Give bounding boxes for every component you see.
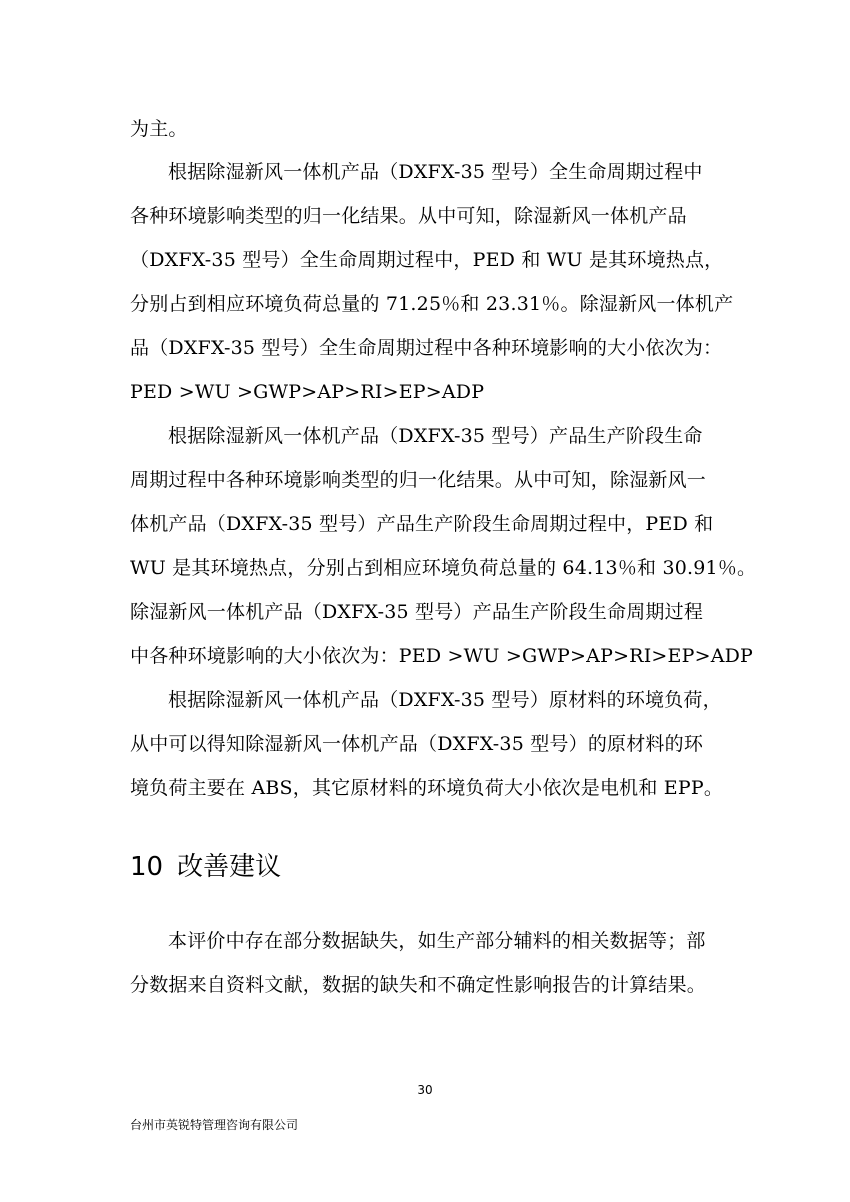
text-line: 中各种环境影响的大小依次为：PED >WU >GWP>AP>RI>EP>ADP <box>130 645 754 667</box>
text-line: 根据除湿新风一体机产品（DXFX-35 型号）产品生产阶段生命 <box>168 425 703 447</box>
text-line: 根据除湿新风一体机产品（DXFX-35 型号）全生命周期过程中 <box>168 161 703 183</box>
text-line: 从中可以得知除湿新风一体机产品（DXFX-35 型号）的原材料的环 <box>130 733 704 755</box>
text-line: 周期过程中各种环境影响类型的归一化结果。从中可知，除湿新风一 <box>130 469 707 491</box>
text-line: 本评价中存在部分数据缺失，如生产部分辅料的相关数据等；部 <box>168 930 706 952</box>
text-line: （DXFX-35 型号）全生命周期过程中，PED 和 WU 是其环境热点， <box>130 249 724 271</box>
text-line: 品（DXFX-35 型号）全生命周期过程中各种环境影响的大小依次为： <box>130 337 723 359</box>
text-line: 体机产品（DXFX-35 型号）产品生产阶段生命周期过程中，PED 和 <box>130 513 714 535</box>
text-line: 境负荷主要在 ABS，其它原材料的环境负荷大小依次是电机和 EPP。 <box>130 777 724 799</box>
section-title: 改善建议 <box>177 852 282 882</box>
text-line: 分数据来自资料文献，数据的缺失和不确定性影响报告的计算结果。 <box>130 974 707 996</box>
text-line: 各种环境影响类型的归一化结果。从中可知，除湿新风一体机产品 <box>130 205 687 227</box>
text-line: PED >WU >GWP>AP>RI>EP>ADP <box>130 381 485 403</box>
text-line: WU 是其环境热点，分别占到相应环境负荷总量的 64.13％和 30.91％。 <box>130 557 757 579</box>
text-line: 为主。 <box>130 118 188 140</box>
text-line: 除湿新风一体机产品（DXFX-35 型号）产品生产阶段生命周期过程 <box>130 601 704 623</box>
text-line: 分别占到相应环境负荷总量的 71.25％和 23.31％。除湿新风一体机产 <box>130 293 734 315</box>
footer-company-name: 台州市英锐特管理咨询有限公司 <box>130 1118 299 1132</box>
page-number: 30 <box>417 1083 433 1097</box>
section-heading <box>130 850 281 884</box>
text-line: 根据除湿新风一体机产品（DXFX-35 型号）原材料的环境负荷， <box>168 689 722 711</box>
section-number: 10 <box>130 852 164 882</box>
